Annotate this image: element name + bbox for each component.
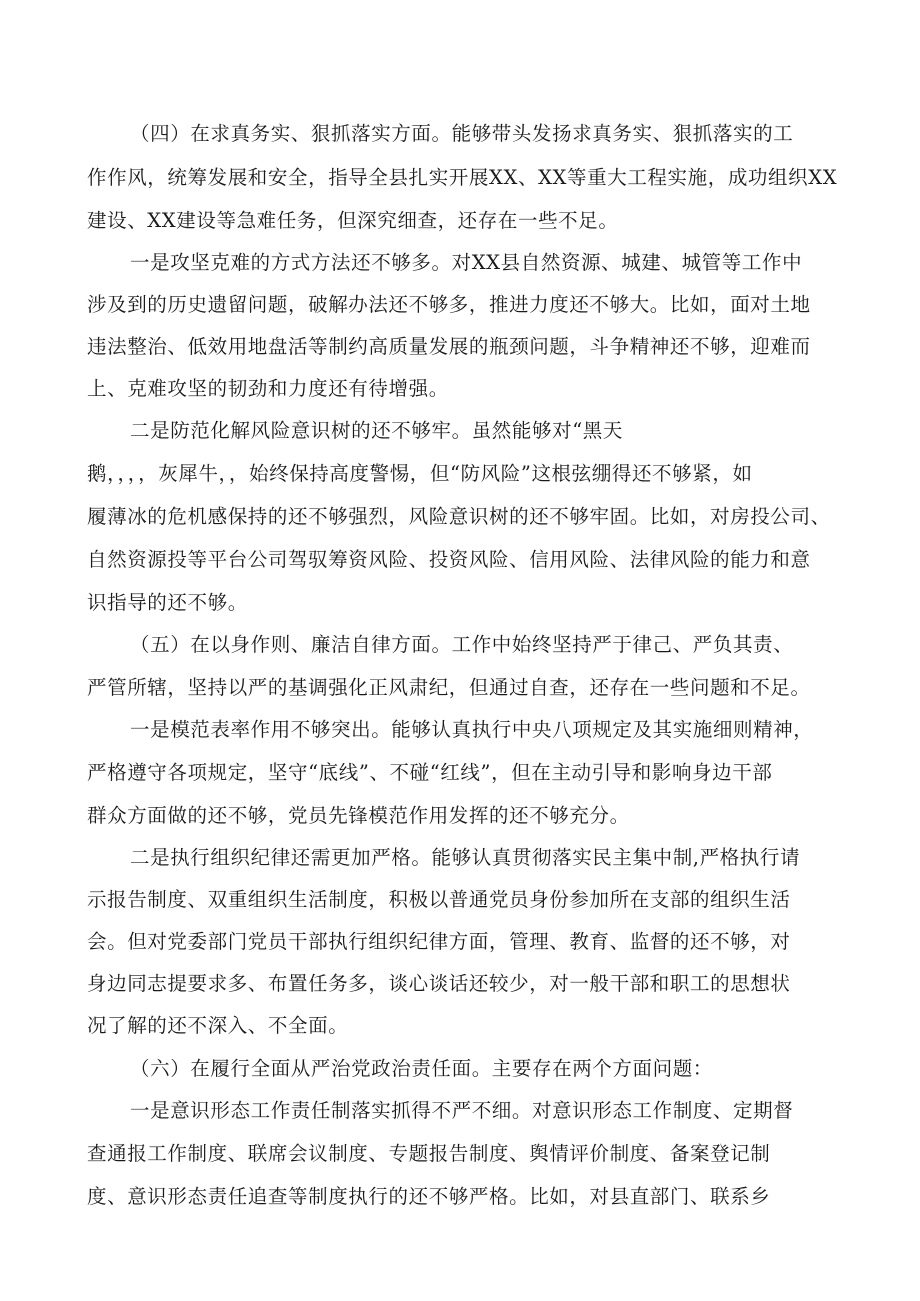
text-line: （四）在求真务实、狠抓落实方面。能够带头发扬求真务实、狠抓落实的工 [130, 122, 794, 145]
text-line: 度、意识形态责任追查等制度执行的还不够严格。比如，对县直部门、联系乡 [87, 1185, 771, 1208]
text-line: 示报告制度、双重组织生活制度，积极以普通党员身份参加所在支部的组织生活 [87, 888, 791, 911]
text-line: 涉及到的历史遗留问题，破解办法还不够多，推进力度还不够大。比如，面对土地 [87, 293, 811, 316]
text-line: 严格遵守各项规定，坚守“底线”、不碰“红线”，但在主动引导和影响身边干部 [87, 761, 773, 784]
text-line: 一是模范表率作用不够突出。能够认真执行中央八项规定及其实施细则精神， [130, 718, 814, 741]
text-line: 履薄冰的危机感保持的还不够强烈，风险意识树的还不够牢固。比如，对房投公司、 [87, 505, 831, 528]
text-line: 建设、XX建设等急难任务，但深究细查，还存在一些不足。 [87, 209, 619, 232]
text-line: 鹅，，，，灰犀牛，，始终保持高度警惕，但“防风险”这根弦绷得还不够紧，如 [87, 462, 753, 485]
text-line: 二是防范化解风险意识树的还不够牢。虽然能够对“黑天 [130, 419, 623, 442]
text-line: 上、克难攻坚的韧劲和力度还有待增强。 [87, 377, 449, 400]
text-line: 会。但对党委部门党员干部执行组织纪律方面，管理、教育、监督的还不够，对 [87, 930, 791, 953]
text-line: 一是意识形态工作责任制落实抓得不严不细。对意识形态工作制度、定期督 [130, 1099, 794, 1122]
text-line: （六）在履行全面从严治党政治责任面。主要存在两个方面问题： [130, 1057, 713, 1080]
text-line: 查通报工作制度、联席会议制度、专题报告制度、舆情评价制度、备案登记制 [87, 1142, 771, 1165]
text-line: 一是攻坚克难的方式方法还不够多。对XX县自然资源、城建、城管等工作中 [130, 251, 803, 274]
text-line: 作作风，统筹发展和安全，指导全县扎实开展XX、XX等重大工程实施，成功组织XX [87, 166, 838, 189]
text-line: 二是执行组织纪律还需更加严格。能够认真贯彻落实民主集中制,严格执行请 [130, 846, 801, 869]
text-line: 自然资源投等平台公司驾驭筹资风险、投资风险、信用风险、法律风险的能力和意 [87, 548, 811, 571]
text-line: 群众方面做的还不够，党员先锋模范作用发挥的还不够充分。 [87, 804, 630, 827]
text-line: 身边同志提要求多、布置任务多，谈心谈话还较少，对一般干部和职工的思想状 [87, 972, 791, 995]
text-line: 况了解的还不深入、不全面。 [87, 1014, 349, 1037]
text-line: 严管所辖，坚持以严的基调强化正风肃纪，但通过自查，还存在一些问题和不足。 [87, 676, 811, 699]
text-line: 违法整治、低效用地盘活等制约高质量发展的瓶颈问题，斗争精神还不够，迎难而 [87, 335, 811, 358]
text-line: 识指导的还不够。 [87, 591, 248, 614]
text-line: （五）在以身作则、廉洁自律方面。工作中始终坚持严于律己、严负其责、 [130, 633, 794, 656]
